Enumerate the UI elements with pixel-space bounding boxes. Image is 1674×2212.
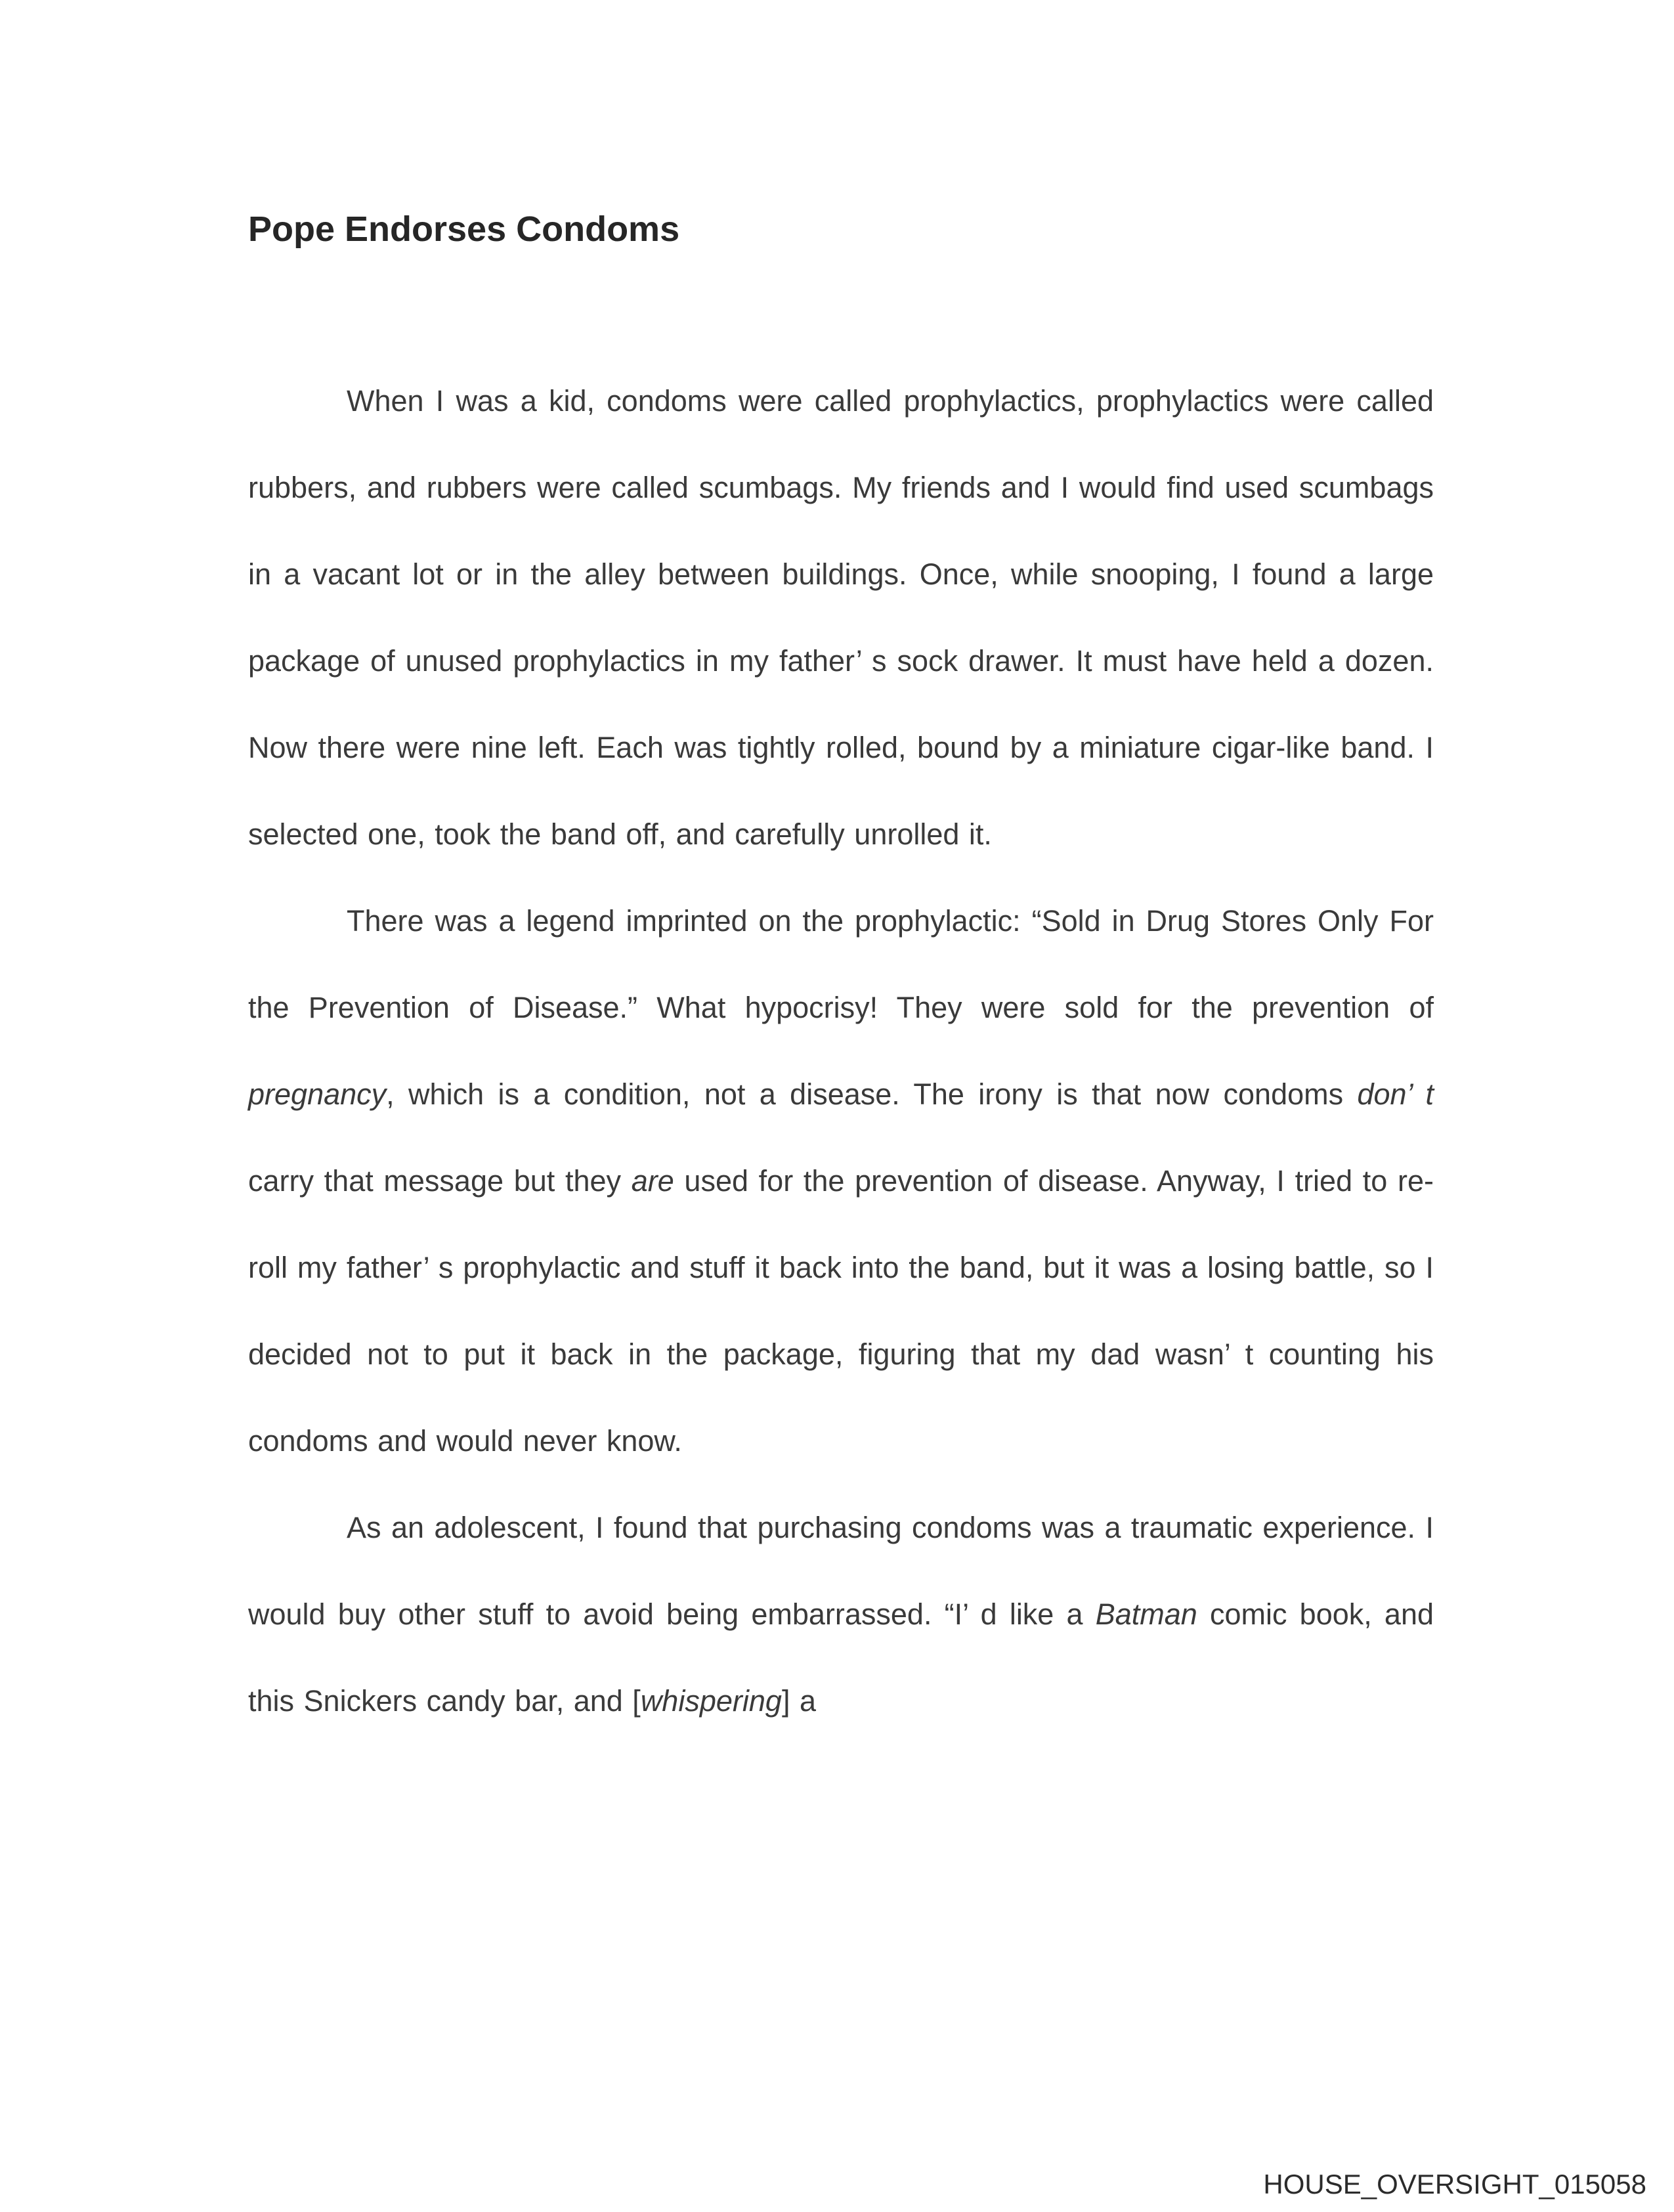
bates-number: HOUSE_OVERSIGHT_015058 — [1263, 2169, 1646, 2200]
document-content — [248, 209, 1434, 1745]
paragraph: As an adolescent, I found that purchasing condoms was a traumatic experience. I would buy other stuff to avoid being embarrassed. “I’ d like a Batman comic book, and this Snickers candy bar, and [whispering] a — [248, 1511, 1434, 1718]
paragraph: When I was a kid, condoms were called prophylactics, prophylactics were called rubbers, and rubbers were called scumbags. My friends and I would find used scumbags in a vacant lot or in the alley between buildings. Once, while snooping, I found a large package of unused prophylactics in my father’ s sock drawer. It must have held a dozen. Now there were nine left. Each was tightly rolled, bound by a miniature cigar-like band. I selected one, took the band off, and carefully unrolled it. — [248, 384, 1434, 851]
paragraph: There was a legend imprinted on the prophylactic: “Sold in Drug Stores Only For the Prevention of Disease.” What hypocrisy! They were sold for the prevention of pregnancy, which is a condition, not a disease. The irony is that now condoms don’ t carry that message but they are used for the prevention of disease. Anyway, I tried to re-roll my father’ s prophylactic and stuff it back into the band, but it was a losing battle, so I decided not to put it back in the package, figuring that my dad wasn’ t counting his condoms and would never know. — [248, 904, 1434, 1458]
document-title: Pope Endorses Condoms — [248, 209, 680, 249]
